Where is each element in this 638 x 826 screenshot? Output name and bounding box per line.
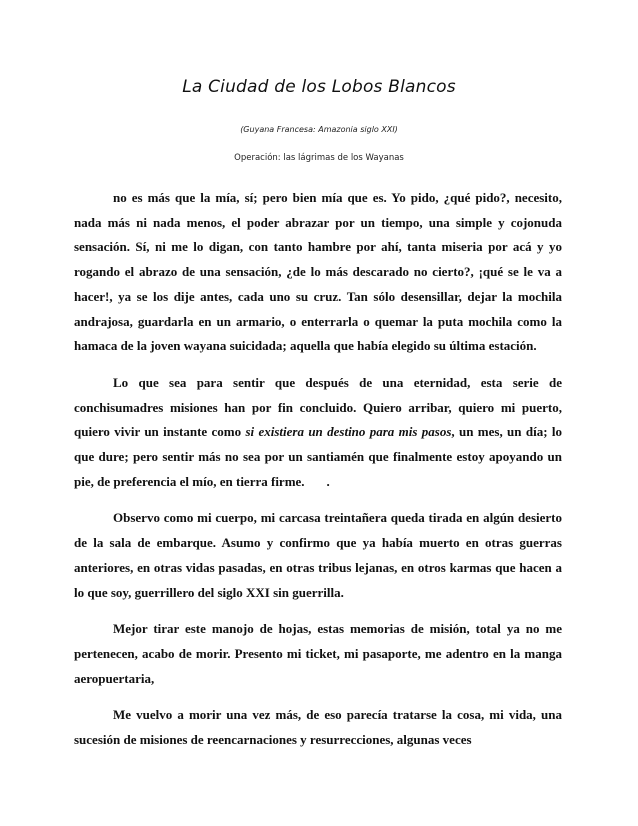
- operation-line: Operación: las lágrimas de los Wayanas: [234, 153, 404, 163]
- paragraph-2: [74, 371, 562, 495]
- paragraph-5: Me vuelvo a morir una vez más, de eso parecía tratarse la cosa, mi vida, una sucesión de misiones de reencarnaciones y resurrecciones, algunas veces: [74, 707, 562, 748]
- paragraph-2-trailing-dot: .: [326, 473, 330, 489]
- paragraph-2-text-end: , un mes, un día; lo que dure; pero sentir más no sea por un santiamén que finalmente estoy apoyando un pie, de preferencia el mío, en tierra firme.: [74, 424, 562, 489]
- paragraph-1: no es más que la mía, sí; pero bien mía que es. Yo pido, ¿qué pido?, necesito, nada más ni nada menos, el poder abrazar por un tiempo, una simple y cojonuda sensación. Sí, ni me lo digan, con tanto hambre por ahí, tanta miseria por acá y yo rogando el abrazo de una sensación, ¿de lo más descarado no cierto?, ¡qué se le va a hacer!, ya se los dije antes, cada uno su cruz. Tan sólo desensillar, dejar la mochila andrajosa, guardarla en un armario, o enterrarla o quemar la puta mochila como la hamaca de la joven wayana suicidada; aquella que había elegido su última estación.: [74, 190, 562, 354]
- document-body: [74, 186, 562, 753]
- paragraph-2-text: Lo que sea para sentir que después de una eternidad, esta serie de conchisumadres misiones han por fin concluido. Quiero arribar, quiero mi puerto, quiero vivir un instante como: [74, 374, 562, 440]
- document-title: La Ciudad de los Lobos Blancos: [182, 77, 456, 97]
- paragraph-3: Observo como mi cuerpo, mi carcasa treintañera queda tirada en algún desierto de la sala de embarque. Asumo y confirmo que ya había muerto en otras guerras anteriores, en otras vidas pasadas, en otras tribus lejanas, en otros karmas que hacen a lo que soy, guerrillero del siglo XXI sin guerrilla.: [74, 510, 562, 600]
- paragraph-4: Mejor tirar este manojo de hojas, estas memorias de misión, total ya no me pertenecen, acabo de morir. Presento mi ticket, mi pasaporte, me adentro en la manga aeropuertaria,: [74, 621, 562, 686]
- document-subtitle: (Guyana Francesa: Amazonia siglo XXI): [240, 125, 398, 134]
- paragraph-2-italic: si existiera un destino para mis pasos: [245, 424, 452, 440]
